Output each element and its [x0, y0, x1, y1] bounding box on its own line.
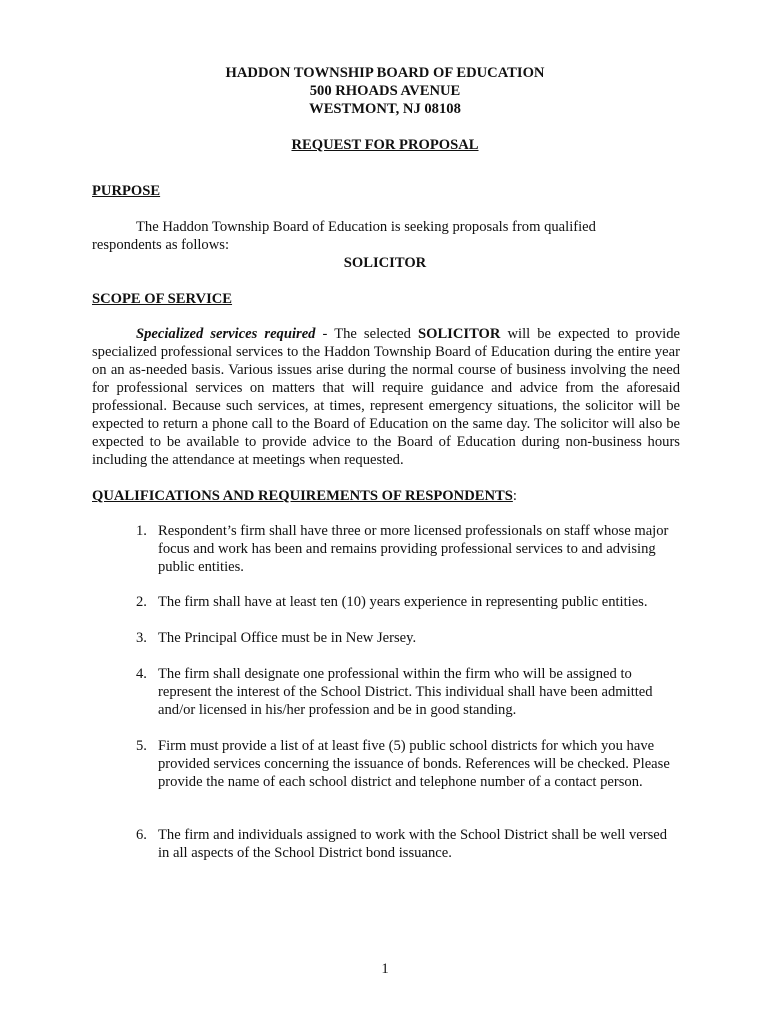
position-title: SOLICITOR — [343, 255, 427, 271]
list-item-text: The firm shall have at least ten (10) years experience in representing public entities. — [158, 594, 648, 610]
qualifications-heading: QUALIFICATIONS AND REQUIREMENTS OF RESPONDENTS: — [92, 488, 517, 504]
list-item-text: The Principal Office must be in New Jersey. — [158, 630, 417, 646]
list-item-text: Firm must provide a list of at least five (5) public school districts for which you have provided services concerning the issuance of bonds. References will be checked. Please provide the name of each school district and telephone number of a contact person. — [158, 738, 670, 790]
list-item-number: 2. — [136, 594, 147, 610]
list-item-text: The firm and individuals assigned to work with the School District shall be well versed in all aspects of the School District bond issuance. — [158, 827, 668, 861]
street-address: 500 RHOADS AVENUE — [309, 83, 461, 99]
scope-lead-separator: - The selected — [315, 326, 418, 342]
list-item-number: 3. — [136, 630, 147, 646]
scope-lead-italic: Specialized services required — [136, 326, 316, 342]
letterhead — [0, 64, 770, 118]
city-state-zip: WESTMONT, NJ 08108 — [309, 101, 461, 117]
page-number: 1 — [381, 961, 389, 977]
scope-heading: SCOPE OF SERVICE — [92, 291, 233, 307]
list-item-number: 6. — [136, 827, 147, 843]
list-item-number: 1. — [136, 523, 147, 539]
list-item-text: Respondent’s firm shall have three or more licensed professionals on staff whose major focus and work has been and remains providing professional services to and advising public entities. — [158, 523, 669, 575]
document-title: REQUEST FOR PROPOSAL — [291, 137, 479, 153]
purpose-paragraph — [92, 218, 680, 254]
list-item-number: 5. — [136, 738, 147, 754]
list-item-number: 4. — [136, 666, 147, 682]
scope-lead-bold: SOLICITOR — [417, 326, 501, 342]
purpose-line-1: The Haddon Township Board of Education is seeking proposals from qualified — [136, 219, 596, 235]
purpose-line-2: respondents as follows: — [92, 237, 230, 253]
scope-paragraph — [92, 325, 680, 469]
purpose-heading: PURPOSE — [92, 183, 161, 199]
list-item-text: The firm shall designate one professional within the firm who will be assigned to represent the interest of the School District. This individual shall have been admitted and/or licensed in his/her profession and be in good standing. — [158, 666, 653, 718]
scope-body: will be expected to provide specialized professional services to the Haddon Township Board of Education during the entire year on an as-needed basis. Various issues arise during the normal course of business involving the need for professional services on matters that will require guidance and advice from the aforesaid professional. Because such services, at times, represent emergency situations, the solicitor will be expected to return a phone call to the Board of Education on the same day. The solicitor will also be expected to be available to provide advice to the Board of Education during non-business hours including the attendance at meetings when requested. — [92, 326, 680, 468]
organization-name: HADDON TOWNSHIP BOARD OF EDUCATION — [225, 65, 545, 81]
